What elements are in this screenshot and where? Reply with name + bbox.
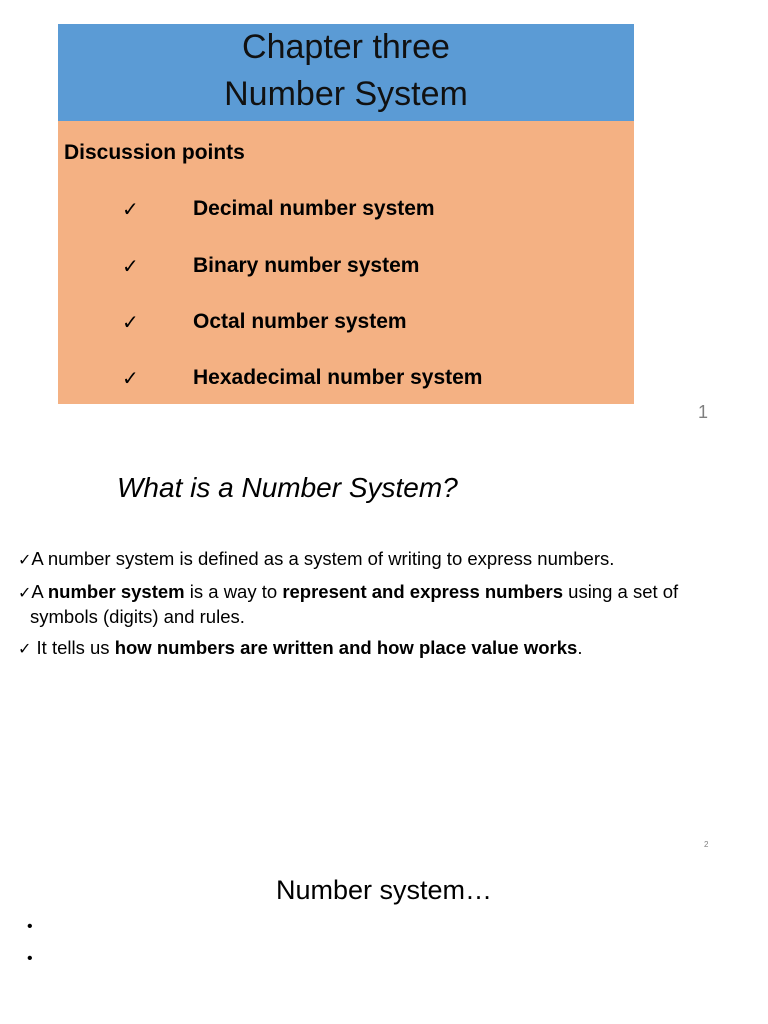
- bullet-item: [18, 580, 678, 629]
- check-icon: ✓: [122, 197, 139, 221]
- bullet-text-part: A: [31, 581, 48, 602]
- bullet-item: [18, 547, 614, 572]
- check-icon: ✓: [122, 310, 139, 334]
- discussion-point: [58, 366, 634, 396]
- page-number-1: 1: [698, 402, 709, 422]
- bullet-item: [18, 636, 582, 661]
- slide1-title-banner: [58, 24, 634, 121]
- discussion-point-label: Hexadecimal number system: [193, 366, 483, 389]
- slide1-content-box: [58, 121, 634, 404]
- check-icon: ✓: [18, 583, 32, 602]
- slide1-title-line2: Number System: [224, 75, 468, 113]
- check-icon: ✓: [18, 550, 32, 569]
- check-icon: ✓: [18, 639, 32, 658]
- discussion-point-label: Octal number system: [193, 310, 407, 333]
- bullet-bold-text: represent and express numbers: [282, 581, 564, 602]
- bullet-dot: •: [27, 950, 33, 967]
- check-icon: ✓: [122, 254, 139, 278]
- bullet-text-part: .: [577, 637, 583, 658]
- discussion-point: [58, 254, 634, 284]
- slide1-title-line1: Chapter three: [242, 28, 450, 66]
- discussion-point-label: Binary number system: [193, 254, 420, 277]
- discussion-point-label: Decimal number system: [193, 197, 435, 220]
- discussion-point: [58, 310, 634, 340]
- bullet-bold-text: number system: [47, 581, 185, 602]
- discussion-point: [58, 197, 634, 227]
- slide2-title: What is a Number System?: [117, 472, 458, 503]
- page-number-2: 2: [704, 840, 709, 849]
- check-icon: ✓: [122, 366, 139, 390]
- bullet-dot: •: [27, 918, 33, 935]
- bullet-text-part: It tells us: [31, 637, 115, 658]
- discussion-points-heading: Discussion points: [64, 141, 245, 164]
- bullet-text-part: is a way to: [184, 581, 283, 602]
- bullet-text-part: using a set of: [563, 581, 679, 602]
- bullet-bold-text: how numbers are written and how place value works: [114, 637, 578, 658]
- bullet-text: A number system is defined as a system of writing to express numbers.: [31, 548, 615, 569]
- slide3-title: Number system…: [275, 875, 493, 905]
- bullet-text-continuation: symbols (digits) and rules.: [30, 606, 245, 627]
